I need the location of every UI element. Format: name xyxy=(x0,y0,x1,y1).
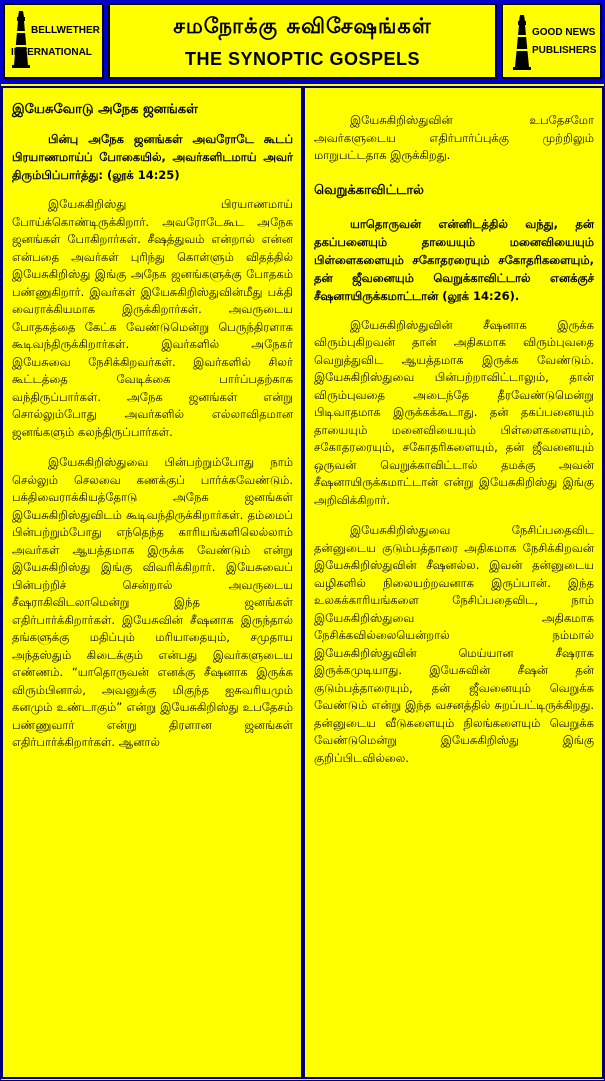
title-box xyxy=(108,3,497,79)
good-news-logo xyxy=(501,3,602,79)
header-band xyxy=(0,0,605,84)
section-heading-many-people: இயேசுவோடு அநேக ஜனங்கள் xyxy=(12,102,198,117)
bellwether-logo xyxy=(3,3,104,79)
verse-luke-14-25: பின்பு அநேக ஜனங்கள் அவரோடே கூடப் பிரயாணமாய்ப் போகையில், அவர்களிடமாய் அவர் திரும்பிப்பார்த்து: (லூக் 14:25) xyxy=(12,132,293,182)
verse-luke-14-26: யாதொருவன் என்னிடத்தில் வந்து, தன் தகப்பனையும் தாயையும் மனைவியையும் பிள்ளைகளையும் சகோதரரையும் சகோதரிகளையும், தன் ஜீவனையும் வெறுக்காவிட்டால் எனக்குச் சீஷனாயிருக்கமாட்டான் (லூக் 14:26). xyxy=(314,216,594,303)
logo-right-line1: GOOD NEWS xyxy=(532,27,596,38)
logo-left-line1: BELLWETHER xyxy=(31,25,100,36)
title-english: THE SYNOPTIC GOSPELS xyxy=(184,49,421,69)
section-heading-hate: வெறுக்காவிட்டால் xyxy=(314,182,424,198)
lighthouse-icon xyxy=(511,13,533,71)
logo-right-line2: PUBLISHERS xyxy=(532,45,597,56)
paragraph: இயேசுகிறிஸ்துவை நேசிப்பதைவிட தன்னுடைய குடும்பத்தாரை அதிகமாக நேசிக்கிறவன் இயேசுகிறிஸ்துவின் சீஷனல்ல. இவன் தன்னுடைய வழிகளில் நிலையற்றவனாக இருப்பான். இந்த உலகக்காரியங்களை நேசிப்பதைவிட, நாம் இயேசுகிறிஸ்துவை அதிகமாக நேசிக்கவில்லையென்றால் நம்மால் இயேசுகிறிஸ்துவின் மெய்யான சீஷராக இருக்கமுடியாது. இயேசுவின் சீஷன் தன் குடும்பத்தாரையும், தன் ஜீவனையும் வெறுக்க வேண்டும் என்று இந்த வசனத்தில் சுறப்பட்டிருக்கிறது. தன்னுடைய வீடுகளையும் நிலங்களையும் வெறுக்க வேண்டுமென்று இயேசுகிறிஸ்து இங்கு குறிப்பிடவில்லை. xyxy=(314,523,594,765)
paragraph: இயேசுகிறிஸ்துவை பின்பற்றும்போது நாம் செல்லும் செலவை கணக்குப் பார்க்கவேண்டும். பக்திவைராக்கியத்தோடு அநேக ஜனங்கள் இயேசுகிறிஸ்துவிடம் கூடிவந்திருக்கிறார்கள். தம்மைப் பின்பற்றும்போது எந்தெந்த காரியங்களிலெல்லாம் அவர்கள் ஆயத்தமாக இருக்க வேண்டும் என்று இயேசுகிறிஸ்து இங்கு விவரிக்கிறார். இயேசுவைப் பின்பற்றிச் சென்றால் அவருடைய சீஷராகிவிடலாமென்று இந்த ஜனங்கள் எதிர்பார்க்கிறார்கள். இயேசுவின் சீஷனாக இருந்தால் தங்களுக்கு மதிப்பும் மரியாதையும், சமுதாய அந்தஸ்தும் கிடைக்கும் என்பது இவர்களுடைய எண்ணம். “யாதொருவன் எனக்கு சீஷனாக இருக்க விரும்பினால், அவனுக்கு மிகுந்த ஐசுவரியமும் கனமும் உண்டாகும்” என்று இயேசுகிறிஸ்து உபதேசம் பண்ணுவார் என்று திரளான ஜனங்கள் எதிர்பார்க்கிறார்கள். ஆனால் xyxy=(12,455,293,749)
paragraph: இயேசுகிறிஸ்து பிரயாணமாய் போய்க்கொண்டிருக்கிறார். அவரோடேகூட அநேக ஜனங்கள் போகிறார்கள். சீஷத்துவம் என்றால் என்ன என்பதை அவர்கள் புரிந்து கொள்ளும் விதத்தில் இயேசுகிறிஸ்து இங்கு அநேக ஜனங்களுக்கு போதகம் பண்ணுகிறார். இவர்கள் இயேசுகிறிஸ்துவின்மீது பக்தி வைராக்கியமாக இருக்கிறார்கள். அவருடைய போதகத்தை கேட்க வேண்டுமென்று பெருந்திரளாக கூடிவந்திருக்கிறார்கள். இவர்களில் அநேகர் இயேசுவை நேசிக்கிறவர்கள். இவர்களில் சிலர் கூட்டத்தை வேடிக்கை பார்ப்பதற்காக வந்திருப்பார்கள். அநேக ஜனங்கள் என்று சொல்லும்போது அவர்களில் எல்லாவிதமான ஜனங்களும் கலந்திருப்பார்கள். xyxy=(12,197,293,439)
paragraph-continuation: இயேசுகிறிஸ்துவின் உபதேசமோ அவர்களுடைய எதிர்பார்ப்புக்கு முற்றிலும் மாறுபட்டதாக இருக்கிறது. xyxy=(314,113,594,162)
paragraph: இயேசுகிறிஸ்துவின் சீஷனாக இருக்க விரும்புகிறவன் தான் அதிகமாக விரும்புவதை வெறுத்துவிட ஆயத்தமாக இருக்க வேண்டும். இயேசுகிறிஸ்துவை பின்பற்றாவிட்டாலும், தான் விரும்புவதை அடைந்தே தீரவேண்டுமென்று பிடிவாதமாக இருக்கக்கூடாது. தன் தகப்பனையும் தாயையும் மனைவியையும் பிள்ளைகளையும், சகோதரரையும், சகோதரிகளையும், தன் ஜீவனையும் ஒருவன் வெறுக்காவிட்டால் தமக்கு அவன் சீஷனாயிருக்கமாட்டான் என்று இயேசுகிறிஸ்து இங்கு அறிவிக்கிறார். xyxy=(314,317,594,507)
logo-left-line2: INTERNATIONAL xyxy=(11,47,92,58)
right-column xyxy=(303,86,604,1079)
title-tamil: சமநோக்கு சுவிசேஷங்கள் xyxy=(173,14,432,38)
left-column xyxy=(1,86,303,1079)
lighthouse-icon xyxy=(9,9,33,69)
